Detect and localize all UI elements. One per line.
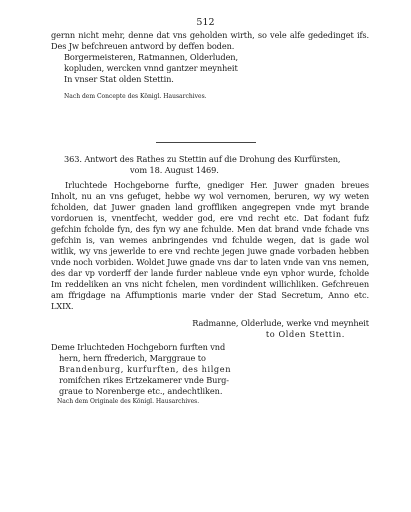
- letter-body: Irluchtede Hochgeborne furfte, gnediger Her. Juwer gnaden breues Inholt, nu an vns gefuget, hebbe wy wol vernomen, beruren, wy wy weten fcholden, dat Juwer gnaden land groffliken angegrepen vnde myt brande vordoruen is, vnentfecht, wedder god, ere vnd recht etc. Dat fodant fufz gefchin fcholde fyn, des fyn wy ane fchulde. Men dat brand vnde fchade vns gefchin is, van wemes anbringendes vnd fchulde wegen, dat is gade wol witlik, wy vns jewerlde to ere vnd rechte jegen juwe gnade vorbaden hebben vnde noch vorbiden. Woldet Juwe gnade vns dar to laten vnde van vns nemen, des dar vp vorderff der lande furder nableue vnde eyn vphor wurde, fcholde Im reddeliken an vns nicht fchelen, men vordindent willichliken. Gefchreuen am ffrigdage na Affumptionis marie vnder der Stad Secretum, Anno etc. LXIX.: [51, 180, 369, 311]
- section-divider: [156, 142, 256, 143]
- signature-line: Radmanne, Olderlude, werke vnd meynheit: [192, 318, 369, 328]
- letter-signature: [150, 318, 369, 340]
- address-line: Brandenburg, kurfurften, des hilgen: [59, 364, 232, 374]
- document-heading: [64, 154, 384, 176]
- page-number: 512: [196, 17, 215, 28]
- letter-address: [51, 342, 251, 397]
- previous-document-closing: gernn nicht mehr, denne dat vns geholden wirth, so vele alfe gededinget ifs. Des Jw befchreuen antword by deffen boden.: [51, 30, 369, 51]
- heading-date: vom 18. August 1469.: [130, 165, 219, 175]
- previous-document-signature: [64, 52, 324, 85]
- previous-document-source-note: Nach dem Concepte des Königl. Hausarchives.: [64, 93, 207, 100]
- signature-line: In vnser Stat olden Stettin.: [64, 74, 174, 84]
- signature-line: Borgermeisteren, Ratmannen, Olderluden,: [64, 52, 238, 62]
- signature-line: kopluden, wercken vnnd gantzer meynheit: [64, 63, 238, 73]
- address-line: Deme Irluchteden Hochgeborn furften vnd: [51, 342, 226, 352]
- address-line: graue to Norenberge etc., andechtliken.: [59, 386, 223, 396]
- document-source-note: Nach dem Originale des Königl. Hausarchives.: [57, 398, 200, 405]
- address-line: hern, hern ffrederich, Marggraue to: [59, 353, 206, 363]
- heading-title: 363. Antwort des Rathes zu Stettin auf die Drohung des Kurfürsten,: [64, 154, 341, 164]
- signature-line: to Olden Stettin.: [265, 329, 345, 339]
- address-line: romifchen rikes Ertzekamerer vnde Burg-: [59, 375, 229, 385]
